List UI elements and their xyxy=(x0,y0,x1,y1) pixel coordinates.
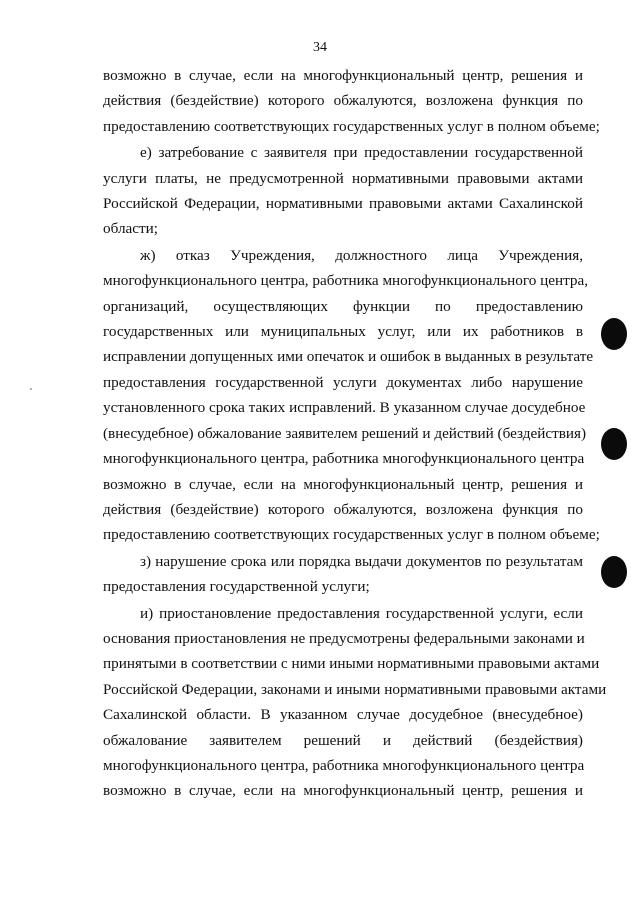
text-line: з) нарушение срока или порядка выдачи документов по результатам xyxy=(140,552,583,570)
text-line: области; xyxy=(103,220,158,238)
text-line: предоставлению соответствующих государственных услуг в полном объеме; xyxy=(103,117,600,135)
text-line: предоставления государственной услуги; xyxy=(103,578,370,596)
text-line: исправлении допущенных ими опечаток и ошибок в выданных в результате xyxy=(103,348,594,366)
text-line: многофункционального центра, работника многофункционального центра, xyxy=(103,272,589,290)
text-line: предоставлению соответствующих государственных услуг в полном объеме; xyxy=(103,526,600,544)
text-line: действия (бездействие) которого обжалуются, возложена функция по xyxy=(103,500,583,518)
text-line: многофункционального центра, работника многофункционального центра xyxy=(103,756,585,774)
text-line: государственных или муниципальных услуг, или их работников в xyxy=(103,323,583,341)
text-line: ж) отказ Учреждения, должностного лица Учреждения, xyxy=(140,246,583,264)
text-line: установленного срока таких исправлений. В указанном случае досудебное xyxy=(103,399,586,417)
text-line: возможно в случае, если на многофункциональный центр, решения и xyxy=(103,475,583,493)
paragraph xyxy=(103,242,600,548)
text-line: возможно в случае, если на многофункциональный центр, решения и xyxy=(103,67,583,84)
text-line: Российской Федерации, законами и иными нормативными правовыми актами xyxy=(103,680,607,698)
text-line: Российской Федерации, нормативными правовыми актами Сахалинской xyxy=(103,195,583,213)
text-line: многофункционального центра, работника многофункционального центра xyxy=(103,450,585,468)
text-line: возможно в случае, если на многофункциональный центр, решения и xyxy=(103,782,583,800)
text-line: предоставления государственной услуги документах либо нарушение xyxy=(103,373,583,391)
text-line: Сахалинской области. В указанном случае досудебное (внесудебное) xyxy=(103,706,583,724)
text-line: основания приостановления не предусмотрены федеральными законами и xyxy=(103,629,585,647)
text-line: организаций, осуществляющих функции по предоставлению xyxy=(103,297,583,315)
margin-mark xyxy=(30,388,32,390)
text-line: принятыми в соответствии с ними иными нормативными правовыми актами xyxy=(103,655,600,673)
text-line: и) приостановление предоставления государственной услуги, если xyxy=(140,604,583,622)
paragraph xyxy=(103,62,600,139)
punch-hole-middle xyxy=(601,428,627,460)
punch-hole-bottom xyxy=(601,556,627,588)
document-body xyxy=(103,62,607,804)
text-line: услуги платы, не предусмотренной нормативными правовыми актами xyxy=(103,169,583,187)
text-line: (внесудебное) обжалование заявителем решений и действий (бездействия) xyxy=(103,424,587,442)
paragraph xyxy=(103,548,583,600)
paragraph xyxy=(103,600,607,804)
text-line: е) затребование с заявителя при предоставлении государственной xyxy=(140,144,583,162)
text-line: действия (бездействие) которого обжалуются, возложена функция по xyxy=(103,92,583,110)
punch-hole-top xyxy=(601,318,627,350)
page-number: 34 xyxy=(313,40,327,55)
paragraph xyxy=(103,139,583,242)
text-line: обжалование заявителем решений и действий (бездействия) xyxy=(103,731,583,749)
